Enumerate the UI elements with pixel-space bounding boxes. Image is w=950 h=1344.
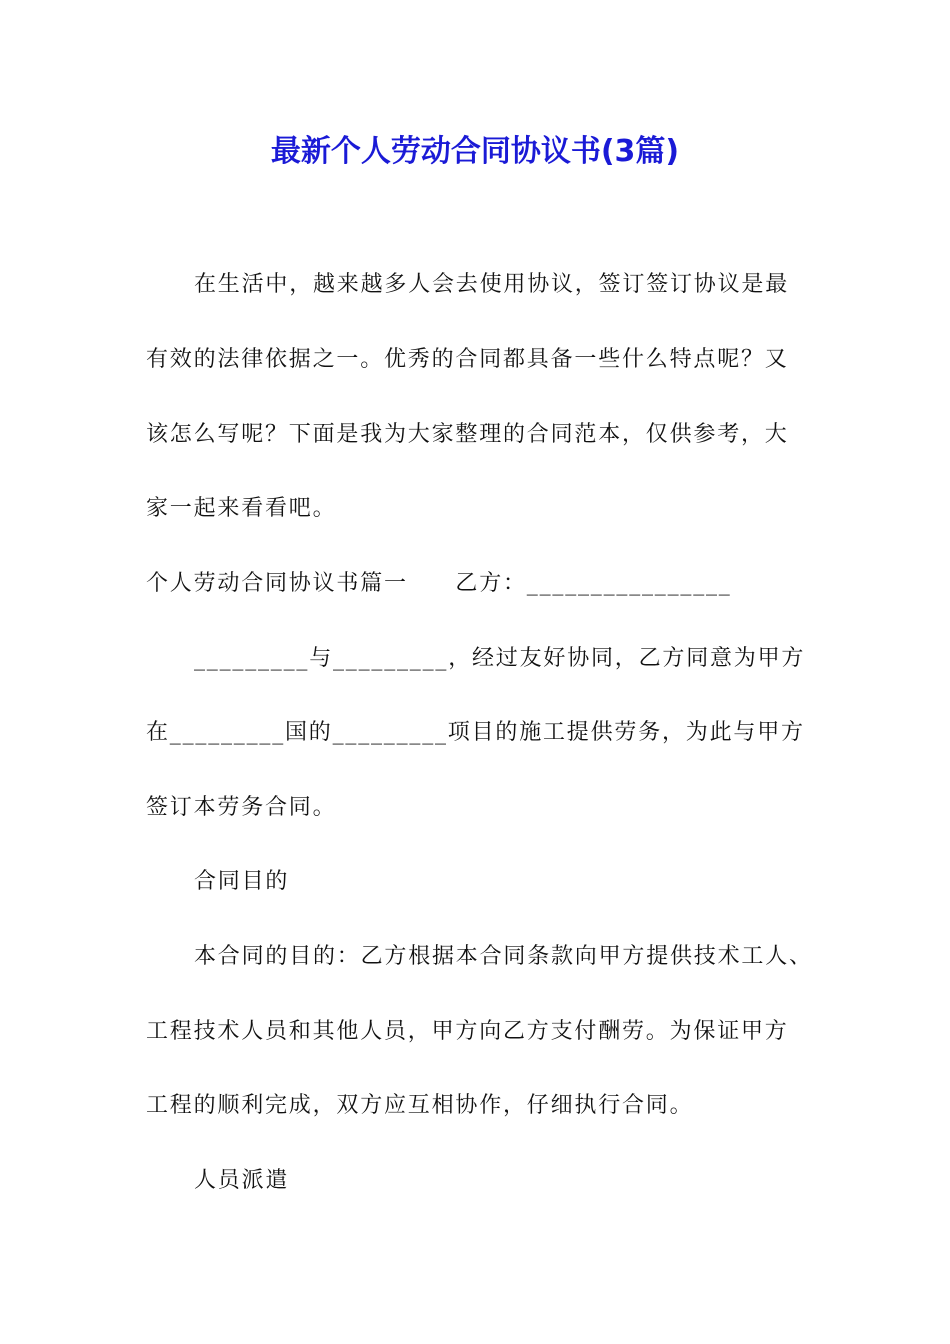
intro-line-1: 在生活中，越来越多人会去使用协议，签订签订协议是最 — [194, 272, 790, 297]
purpose-line-3: 工程的顺利完成，双方应互相协作，仔细执行合同。 — [146, 1093, 694, 1118]
purpose-line-1: 本合同的目的：乙方根据本合同条款向甲方提供技术工人、 — [194, 944, 813, 969]
intro-line-2: 有效的法律依据之一。优秀的合同都具备一些什么特点呢？又 — [146, 347, 789, 372]
purpose-line-2: 工程技术人员和其他人员，甲方向乙方支付酬劳。为保证甲方 — [146, 1019, 789, 1044]
agreement-line-2: 在_________国的_________项目的施工提供劳务，为此与甲方 — [146, 720, 805, 745]
purpose-heading: 合同目的 — [194, 869, 290, 894]
section-heading: 个人劳动合同协议书篇一 乙方：________________ — [146, 571, 732, 596]
agreement-line-1: _________与_________，经过友好协同，乙方同意为甲方 — [194, 646, 806, 671]
document-title: 最新个人劳动合同协议书(3篇) — [270, 134, 680, 169]
dispatch-heading: 人员派遣 — [194, 1168, 290, 1193]
agreement-line-3: 签订本劳务合同。 — [146, 795, 337, 820]
intro-line-3: 该怎么写呢？下面是我为大家整理的合同范本，仅供参考，大 — [146, 422, 789, 447]
intro-line-4: 家一起来看看吧。 — [146, 496, 337, 521]
